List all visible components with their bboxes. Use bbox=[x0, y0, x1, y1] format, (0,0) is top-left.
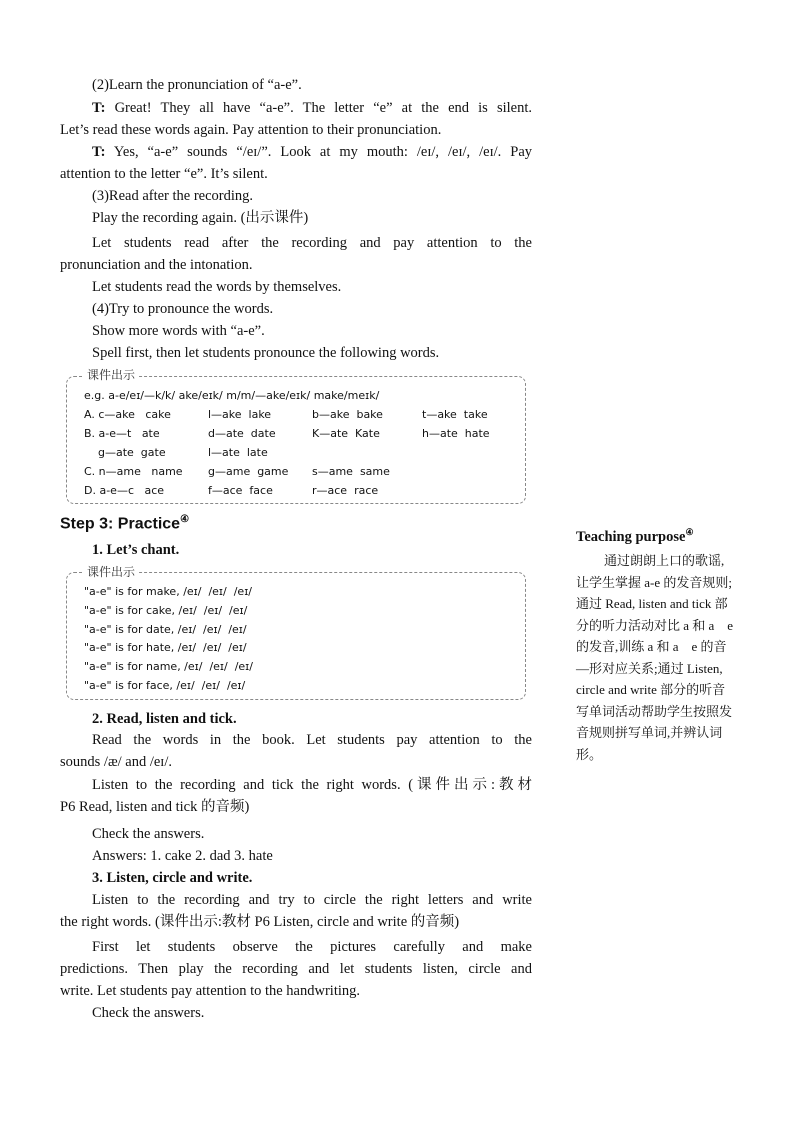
speaker-label: T: bbox=[92, 100, 106, 116]
word-cell: g—ame game bbox=[208, 465, 289, 478]
paragraph: Check the answers. bbox=[92, 1005, 205, 1021]
paragraph bbox=[60, 141, 532, 185]
side-line: 让学生掌握 a-e 的发音规则; bbox=[576, 574, 732, 590]
paragraph: Check the answers. bbox=[92, 826, 205, 842]
word-cell: l—ake lake bbox=[208, 408, 272, 421]
paragraph-line: the right words. (课件出示:教材 P6 Listen, circle and write 的音频) bbox=[60, 914, 460, 930]
chant-line: "a-e" is for cake, /eɪ/ /eɪ/ /eɪ/ bbox=[84, 603, 248, 617]
paragraph-line: First let students observe the pictures carefully and make bbox=[92, 939, 532, 955]
chant-line: "a-e" is for name, /eɪ/ /eɪ/ /eɪ/ bbox=[84, 660, 253, 674]
paragraph: (3)Read after the recording. bbox=[92, 188, 254, 204]
side-title bbox=[576, 527, 694, 546]
chant-line: "a-e" is for date, /eɪ/ /eɪ/ /eɪ/ bbox=[84, 622, 247, 636]
paragraph-line: Let students read after the recording and pay attention to the bbox=[92, 235, 532, 251]
paragraph: Play the recording again. (出示课件) bbox=[92, 210, 309, 226]
answers: Answers: 1. cake 2. dad 3. hate bbox=[92, 848, 273, 864]
word-cell: r—ace race bbox=[312, 484, 379, 497]
paragraph: Let students read the words by themselves. bbox=[92, 279, 342, 295]
side-title-text: Teaching purpose bbox=[576, 528, 686, 545]
paragraph-line: pronunciation and the intonation. bbox=[60, 257, 253, 273]
word-cell: s—ame same bbox=[312, 465, 390, 478]
paragraph-line: Great! They all have “a-e”. The letter “e” at the end is silent. bbox=[105, 100, 532, 116]
paragraph-line: Read the words in the book. Let students pay attention to the bbox=[92, 732, 532, 748]
word-cell: D. a-e—c ace bbox=[84, 484, 165, 497]
word-cell: l—ate late bbox=[208, 446, 268, 459]
sub-heading: 1. Let’s chant. bbox=[92, 542, 180, 558]
side-line: —形对应关系;通过 Listen, bbox=[576, 660, 723, 676]
paragraph-line: predictions. Then play the recording and let students listen, circle and bbox=[60, 961, 532, 977]
chant-line: "a-e" is for make, /eɪ/ /eɪ/ /eɪ/ bbox=[84, 585, 252, 598]
word-cell: f—ace face bbox=[208, 484, 273, 497]
paragraph-line: Let’s read these words again. Pay attention to their pronunciation. bbox=[60, 122, 442, 138]
section-heading: (2)Learn the pronunciation of “a-e”. bbox=[92, 77, 302, 93]
paragraph: Show more words with “a-e”. bbox=[92, 323, 265, 339]
courseware-tag: 课件出示 bbox=[84, 565, 138, 579]
side-line: 通过朗朗上口的歌谣, bbox=[604, 553, 725, 568]
courseware-tag: 课件出示 bbox=[84, 368, 138, 382]
side-line: 通过 Read, listen and tick 部 bbox=[576, 596, 728, 611]
step-heading bbox=[60, 514, 189, 533]
word-cell: B. a-e—t ate bbox=[84, 427, 160, 440]
paragraph bbox=[60, 936, 532, 1002]
side-note bbox=[576, 550, 746, 765]
chant-line: "a-e" is for face, /eɪ/ /eɪ/ /eɪ/ bbox=[84, 679, 246, 692]
footnote-mark: ④ bbox=[180, 514, 190, 525]
word-cell: t—ake take bbox=[422, 408, 488, 421]
paragraph-line: sounds /æ/ and /eɪ/. bbox=[60, 754, 172, 770]
word-cell: h—ate hate bbox=[422, 427, 490, 440]
paragraph bbox=[60, 774, 532, 818]
word-cell: b—ake bake bbox=[312, 408, 383, 421]
side-line: 写单词活动帮助学生按照发 bbox=[576, 703, 733, 719]
paragraph-line: Yes, “a-e” sounds “/eɪ/”. Look at my mouth: /eɪ/, /eɪ/, /eɪ/. Pay bbox=[105, 144, 532, 160]
sub-heading: 3. Listen, circle and write. bbox=[92, 870, 253, 886]
footnote-mark: ④ bbox=[685, 527, 694, 537]
side-line: 音规则拼写单词,并辨认词 bbox=[576, 725, 723, 740]
word-cell: A. c—ake cake bbox=[84, 408, 171, 421]
side-line: 的发音,训练 a 和 a e 的音 bbox=[576, 639, 727, 654]
word-cell: g—ate gate bbox=[84, 446, 166, 459]
word-cell: C. n—ame name bbox=[84, 465, 183, 478]
side-line: 形。 bbox=[576, 746, 603, 762]
paragraph-line: write. Let students pay attention to the handwriting. bbox=[60, 983, 361, 999]
side-line: 分的听力活动对比 a 和 a e bbox=[576, 617, 734, 633]
sub-heading: 2. Read, listen and tick. bbox=[92, 711, 237, 727]
speaker-label: T: bbox=[92, 144, 106, 160]
word-cell: d—ate date bbox=[208, 427, 276, 440]
paragraph-line: P6 Read, listen and tick 的音频) bbox=[60, 799, 250, 815]
word-cell: K—ate Kate bbox=[312, 427, 380, 440]
paragraph bbox=[60, 889, 532, 933]
paragraph bbox=[60, 97, 532, 141]
step-title: Step 3: Practice bbox=[60, 515, 181, 533]
side-line: circle and write 部分的听音 bbox=[576, 682, 726, 697]
paragraph: Spell first, then let students pronounce the following words. bbox=[92, 345, 440, 361]
paragraph-line: attention to the letter “e”. It’s silent. bbox=[60, 166, 268, 182]
paragraph bbox=[60, 729, 532, 773]
paragraph: (4)Try to pronounce the words. bbox=[92, 301, 274, 317]
chant-line: "a-e" is for hate, /eɪ/ /eɪ/ /eɪ/ bbox=[84, 641, 247, 655]
paragraph bbox=[60, 232, 532, 276]
paragraph-line: Listen to the recording and try to circle the right letters and write bbox=[92, 892, 532, 908]
paragraph-line: Listen to the recording and tick the right words. (课件出示:教材 bbox=[92, 777, 532, 793]
example-line: e.g. a-e/eɪ/—k/k/ ake/eɪk/ m/m/—ake/eɪk/ make/meɪk/ bbox=[84, 389, 380, 402]
